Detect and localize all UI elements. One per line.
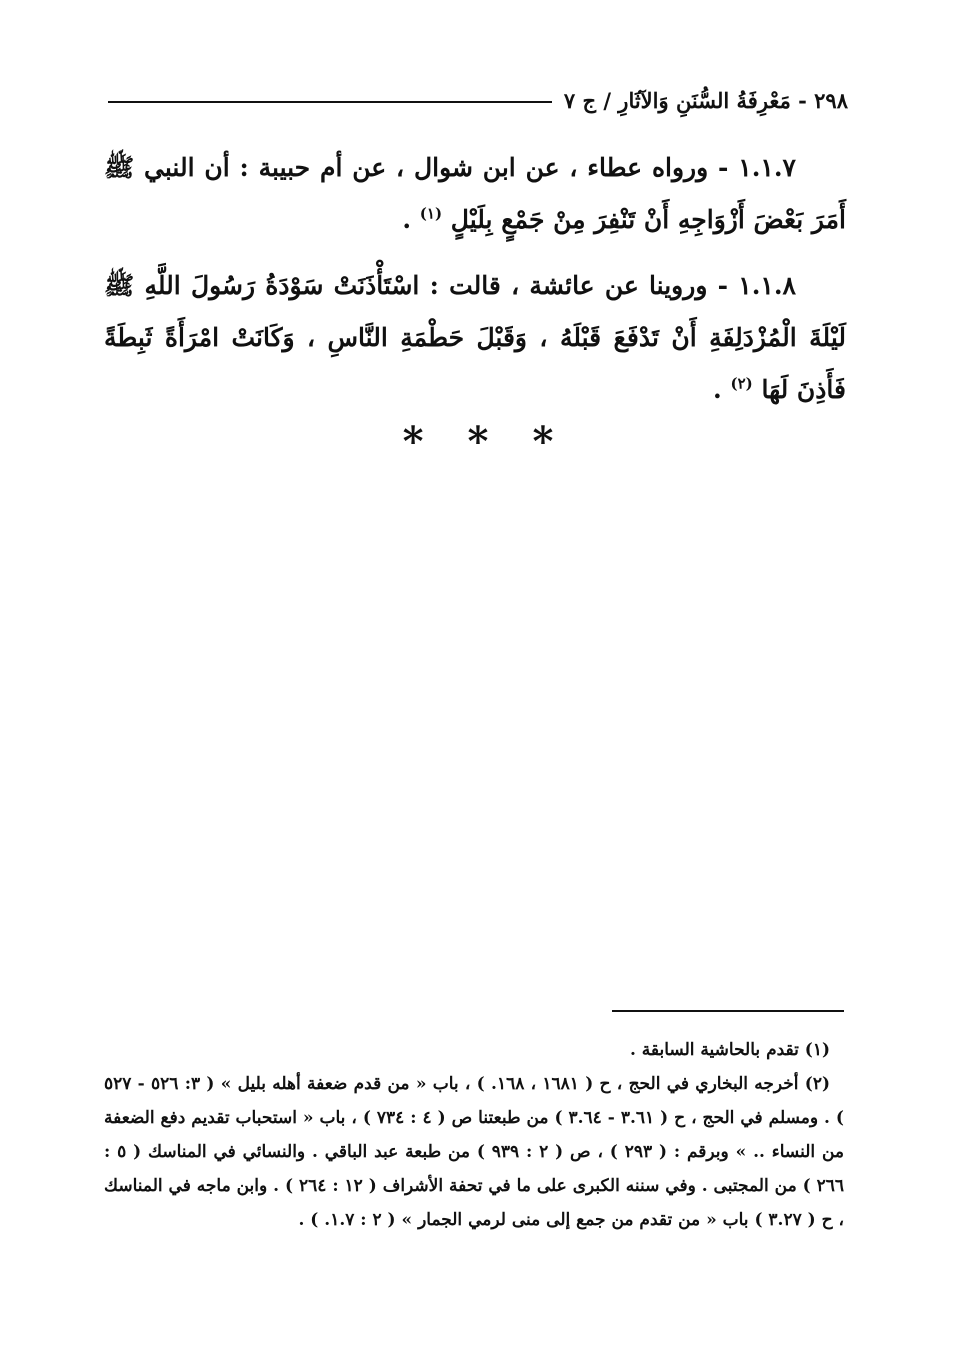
page-header — [108, 84, 848, 120]
separator-star: * — [467, 418, 489, 465]
separator-star: * — [402, 418, 424, 465]
footnote-ref: (٢) — [730, 374, 753, 393]
paragraph-tail: . — [713, 375, 731, 404]
footnote: (١) تقدم بالحاشية السابقة . — [629, 1040, 830, 1060]
running-title: ٢٩٨ - مَعْرِفَةُ السُّنَنِ وَالآثَارِ / ج ٧ — [552, 84, 848, 118]
paragraph-text: - وروينا عن عائشة ، قالت : اسْتَأْذَنَتْ سَوْدَةُ رَسُولَ اللَّهِ ﷺ لَيْلَةَ الْمُزْدَلِفَةِ أَنْ تَدْفَعَ قَبْلَهُ ، وَقَبْلَ حَطْمَةِ النَّاسِ ، وَكَانَتْ امْرَأَةً ثَبِطَةً فَأَذِنَ لَهَا — [104, 271, 846, 404]
footnotes — [104, 1033, 844, 1237]
footnote-ref: (١) — [419, 204, 443, 223]
paragraph-number: ١.١.٧ — [738, 153, 796, 182]
paragraph-text: - ورواه عطاء ، عن ابن شوال ، عن أم حبيبة : أن النبي ﷺ أَمَرَ بَعْضَ أَزْوَاجِهِ أَنْ تَنْفِرَ مِنْ جَمْعٍ بِلَيْلٍ — [104, 153, 846, 234]
separator-star: * — [532, 418, 554, 465]
paragraph — [104, 142, 846, 246]
footnote: (٢) أخرجه البخاري في الحج ، ح ( ١٦٨١ ، ١٦٨. ) ، باب « من قدم ضعفة أهله بليل » ( ٣: ٥٢٦ - ٥٢٧ ) . ومسلم في الحج ، ح ( ٣.٦١ - ٣.٦٤ ) من طبعتنا ص ( ٤ : ٧٣٤ ) ، باب « استحباب تقديم دفع الضعفة من النساء .. » وبرقم : ( ٢٩٣ ) ، ص ( ٢ : ٩٣٩ ) من طبعة عبد الباقي . والنسائي في المناسك ( ٥ : ٢٦٦ ) من المجتبى . وفي سننه الكبرى على ما في تحفة الأشراف ( ١٢ : ٢٦٤ ) . وابن ماجه في المناسك ، ح ( ٣.٢٧ ) باب « من تقدم من جمع إلى منى لرمي الجمار » ( ٢ : ١.٧. ) . — [104, 1074, 845, 1230]
paragraph — [104, 260, 846, 416]
paragraph-tail: . — [402, 205, 420, 234]
paragraph-number: ١.١.٨ — [738, 271, 796, 300]
footnote-rule — [612, 1010, 844, 1012]
section-separator — [0, 418, 956, 465]
main-text — [104, 142, 846, 430]
